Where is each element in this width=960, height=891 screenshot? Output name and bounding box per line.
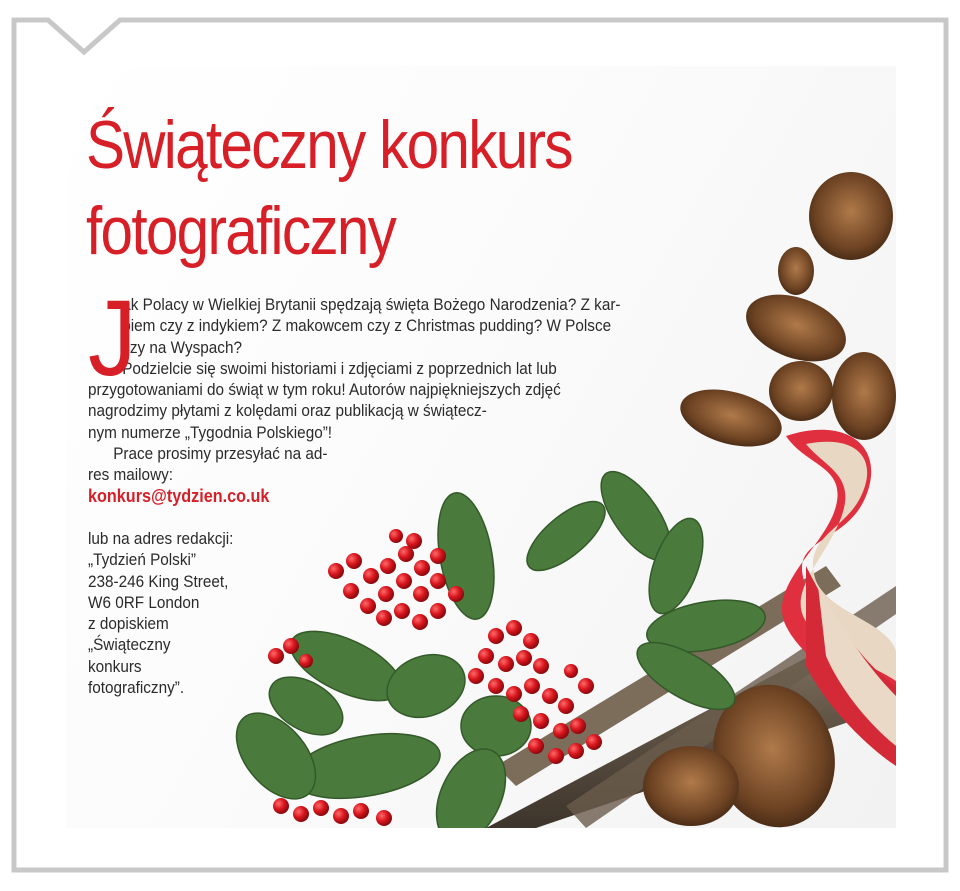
article-body [88,277,664,698]
address-line: konkurs [88,656,142,676]
address-line: lub na adres redakcji: [88,528,234,548]
intro-paragraph [88,294,664,358]
address-block [88,528,664,698]
title-line-2: fotograficzny [86,193,396,269]
paragraph-line: res mailowy: [88,465,174,485]
title-line-1: Świąteczny konkurs [86,107,572,183]
intro-line: ak Polacy w Wielkiej Brytanii spędzają święta Bożego Narodzenia? Z kar- [122,295,621,314]
intro-line: piem czy z indykiem? Z makowcem czy z Christmas pudding? W Polsce [122,316,612,336]
contest-email-link[interactable]: konkurs@tydzien.co.uk [88,485,270,506]
address-line: fotograficzny”. [88,678,185,698]
drop-cap: J [88,277,137,398]
address-line: z dopiskiem [88,614,169,634]
email-paragraph [88,486,664,507]
address-line: 238-246 King Street, [88,571,229,591]
address-line: W6 0RF London [88,592,200,612]
address-line: „Świąteczny [88,635,171,655]
third-paragraph [88,443,664,486]
paragraph-line: Prace prosimy przesyłać na ad- [113,444,328,464]
address-line: „Tydzień Polski” [88,550,196,570]
paragraph-line: nagrodzimy płytami z kolędami oraz publikacją w świątecz- [88,401,487,421]
paragraph-line: przygotowaniami do świąt w tym roku! Autorów najpiękniejszych zdjęć [88,380,561,400]
paragraph-line: nym numerze „Tygodnia Polskiego”! [88,422,333,442]
paragraph-line: Podzielcie się swoimi historiami i zdjęciami z poprzednich lat lub [122,358,557,378]
article-title [86,102,572,274]
intro-line: czy na Wyspach? [122,337,242,357]
second-paragraph [88,358,664,443]
article-panel [66,66,896,828]
